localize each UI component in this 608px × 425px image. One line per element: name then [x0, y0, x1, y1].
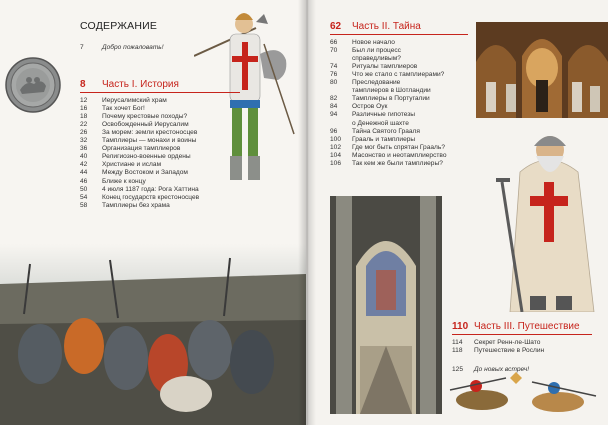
toc-entry-title: Ближе к концу — [102, 177, 146, 185]
toc-entry-title: Где мог быть спрятан Грааль? — [352, 143, 445, 151]
toc-entry-title: Иерусалимский храм — [102, 97, 167, 104]
toc-part-title: Часть III. Путешествие — [474, 321, 580, 332]
toc-entry-page — [330, 87, 352, 95]
toc-entry[interactable] — [452, 347, 544, 355]
toc-entry[interactable] — [80, 202, 170, 210]
toc-entry-title: Тайна Святого Грааля — [352, 127, 420, 135]
toc-entry[interactable] — [330, 103, 387, 111]
toc-entry-title: Тамплиеры в Португалии — [352, 95, 430, 103]
toc-entry[interactable] — [80, 105, 145, 113]
toc-entry-page: 22 — [80, 121, 88, 129]
toc-entry[interactable] — [330, 63, 417, 71]
toc-entry-title: Ритуалы тамплиеров — [352, 63, 418, 71]
toc-entry-title: Что же стало с тамплиерами? — [352, 71, 445, 79]
toc-entry-page: 82 — [330, 95, 338, 103]
toc-entry[interactable] — [330, 47, 401, 55]
toc-part-page: 110 — [452, 321, 469, 332]
toc-entry-outro[interactable] — [452, 366, 529, 374]
toc-entry-page: 7 — [80, 44, 84, 51]
cathedral-interior-illustration — [330, 196, 442, 414]
toc-entry[interactable] — [330, 160, 443, 168]
toc-entry[interactable] — [80, 178, 146, 186]
toc-entry-page: 114 — [452, 339, 463, 346]
toc-entry-page: 66 — [330, 39, 338, 46]
toc-entry[interactable] — [80, 121, 189, 129]
toc-entry-page: 80 — [330, 79, 338, 87]
toc-entry-page: 42 — [80, 161, 88, 169]
toc-entry-page: 102 — [330, 143, 342, 151]
templar-seal-illustration — [4, 56, 62, 114]
toc-entry-page: 54 — [80, 193, 88, 201]
toc-entry-page: 106 — [330, 159, 342, 167]
toc-entry[interactable] — [80, 97, 167, 105]
toc-part-1[interactable] — [80, 79, 179, 90]
toc-entry[interactable] — [80, 145, 180, 153]
toc-entry[interactable] — [330, 95, 430, 103]
toc-entry-page: 104 — [330, 151, 342, 159]
toc-entry-title: Масонство и неотамплиерство — [352, 151, 447, 159]
toc-entry-page: 32 — [80, 137, 88, 145]
toc-entry[interactable] — [80, 129, 197, 137]
toc-part-3[interactable] — [452, 321, 580, 332]
toc-entry[interactable] — [330, 79, 400, 87]
toc-entry[interactable] — [80, 194, 199, 202]
toc-entry[interactable] — [80, 186, 199, 194]
toc-entry[interactable] — [330, 111, 415, 119]
toc-entry-page: 125 — [452, 366, 464, 373]
toc-part-title: Часть II. Тайна — [352, 21, 421, 32]
toc-heading: СОДЕРЖАНИЕ — [80, 20, 158, 32]
toc-entry-title: Тамплиеры без храма — [102, 201, 170, 209]
toc-entry-page: 26 — [80, 129, 88, 137]
toc-entry-title: Христиане и ислам — [102, 161, 162, 169]
toc-entry-title: справедливым? — [352, 55, 401, 63]
knight-illustration — [194, 4, 306, 190]
toc-entry-title: Различные гипотезы — [352, 111, 415, 119]
toc-entry[interactable] — [330, 120, 409, 128]
toc-entry-title: Так хочет Бог! — [102, 105, 145, 113]
toc-entry-title: Тамплиеры — монахи и воины — [102, 137, 197, 145]
toc-entry-page: 96 — [330, 127, 338, 135]
toc-entry[interactable] — [452, 339, 540, 347]
monks-hall-illustration — [476, 22, 608, 118]
toc-entry-page — [330, 55, 352, 63]
book-gutter — [298, 0, 316, 425]
toc-entry-title: За морем: земли крестоносцев — [102, 129, 198, 137]
part-2-rule — [330, 34, 468, 35]
toc-entry-page: 12 — [80, 97, 88, 104]
riders-illustration — [446, 372, 608, 424]
toc-entry-title: Остров Оук — [352, 103, 388, 111]
toc-entry-title: 4 июля 1187 года: Рога Хаттина — [102, 185, 199, 193]
toc-entry-title: До новых встреч! — [474, 366, 530, 373]
battle-illustration — [0, 224, 306, 425]
toc-entry-page: 74 — [330, 63, 338, 71]
toc-entry-title: Грааль и тамплиеры — [352, 135, 416, 143]
toc-entry-title: Преследование — [352, 79, 401, 87]
toc-entry[interactable] — [330, 128, 420, 136]
toc-entry[interactable] — [330, 136, 415, 144]
part-3-rule — [452, 334, 592, 335]
toc-entry-page: 36 — [80, 145, 88, 153]
toc-entry-title: Религиозно-военные ордены — [102, 153, 191, 161]
toc-entry-intro[interactable] — [80, 44, 164, 52]
toc-entry-page: 40 — [80, 153, 88, 161]
toc-part-page: 62 — [330, 21, 342, 32]
toc-entry-title: Секрет Ренн-ле-Шато — [474, 339, 541, 346]
toc-entry-title: Новое начало — [352, 39, 395, 46]
toc-entry[interactable] — [80, 169, 188, 177]
toc-entry-title: Освобожденный Иерусалим — [102, 121, 189, 129]
toc-entry-title: Путешествие в Рослин — [474, 347, 545, 355]
toc-entry[interactable] — [330, 71, 444, 79]
toc-entry-page: 58 — [80, 201, 88, 209]
toc-entry-page: 94 — [330, 111, 338, 119]
toc-entry[interactable] — [80, 153, 191, 161]
toc-entry-title: тамплиеров в Шотландии — [352, 87, 431, 95]
toc-entry-title: Добро пожаловать! — [102, 44, 164, 51]
toc-entry-title: Между Востоком и Западом — [102, 169, 188, 177]
toc-entry-page: 84 — [330, 103, 338, 111]
toc-entry-page: 18 — [80, 113, 88, 121]
toc-entry-page: 76 — [330, 71, 338, 79]
toc-entry[interactable] — [330, 55, 401, 63]
toc-entry-page — [330, 120, 352, 128]
toc-entry[interactable] — [330, 87, 431, 95]
toc-entry-page: 44 — [80, 169, 88, 177]
toc-entry[interactable] — [80, 113, 187, 121]
toc-entry-title: Почему крестовые походы? — [102, 113, 188, 121]
toc-entry-page: 46 — [80, 177, 88, 185]
toc-entry-page: 118 — [452, 347, 463, 355]
toc-entry-page: 70 — [330, 47, 338, 55]
toc-entry-page: 100 — [330, 135, 342, 143]
toc-part-2[interactable] — [330, 21, 421, 32]
part-1-rule — [80, 92, 240, 93]
toc-entry-title: Был ли процесс — [352, 47, 401, 55]
toc-entry-title: Так кем же были тамплиеры? — [352, 159, 443, 167]
toc-entry[interactable] — [80, 161, 161, 169]
toc-entry-title: Конец государств крестоносцев — [102, 193, 200, 201]
toc-entry[interactable] — [330, 39, 395, 47]
toc-entry-title: о Денежной шахте — [352, 119, 409, 127]
toc-entry[interactable] — [80, 137, 196, 145]
toc-entry[interactable] — [330, 152, 447, 160]
templar-knight-illustration — [490, 112, 608, 312]
toc-part-page: 8 — [80, 79, 86, 90]
toc-entry-page: 50 — [80, 185, 88, 193]
right-page — [306, 0, 608, 425]
toc-entry[interactable] — [330, 144, 445, 152]
toc-entry-title: Организация тамплиеров — [102, 145, 181, 153]
toc-part-title: Часть I. История — [102, 79, 179, 90]
toc-entry-page: 16 — [80, 105, 88, 113]
